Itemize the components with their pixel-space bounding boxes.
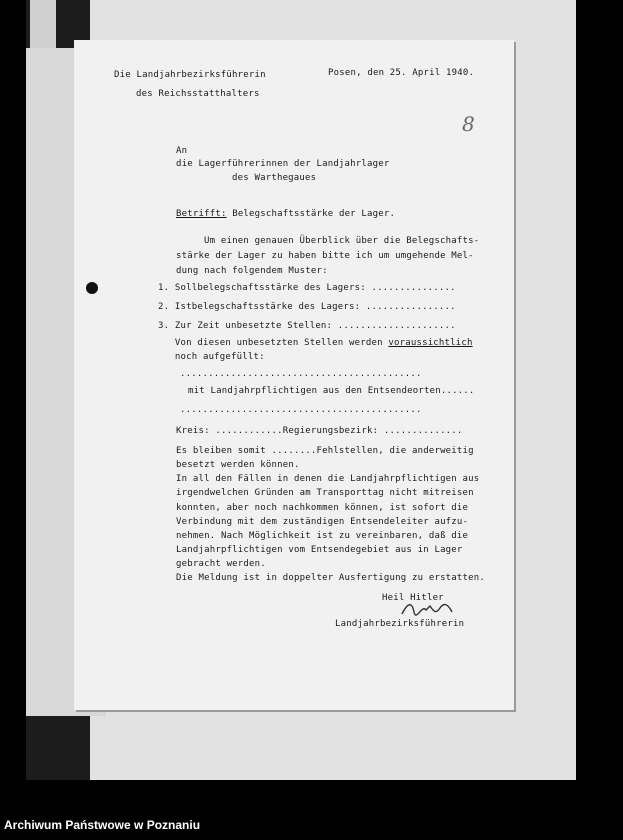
subject-text: Belegschaftsstärke der Lager. — [226, 209, 396, 219]
page-number: 8 — [462, 112, 475, 136]
dotted-line-1: ........................................... — [180, 369, 422, 379]
item-1: 1. Sollbelegschaftsstärke des Lagers: ............... — [158, 283, 456, 293]
body-line-2: stärke der Lager zu haben bitte ich um umgehende Mel- — [176, 251, 474, 261]
closing-line-4: irgendwelchen Gründen am Transporttag nicht mitreisen — [176, 488, 474, 498]
closing-line-7: nehmen. Nach Möglichkeit ist zu vereinbaren, daß die — [176, 531, 469, 541]
closing-line-1: Es bleiben somit ........Fehlstellen, die anderweitig — [176, 446, 474, 456]
archive-footer — [0, 812, 623, 840]
subject — [176, 209, 395, 219]
landjahr-line: mit Landjahrpflichtigen aus den Entsendeorten...... — [188, 386, 475, 396]
signoff: Heil Hitler — [382, 593, 444, 603]
kreis-line: Kreis: ............Regierungsbezirk: .............. — [176, 426, 463, 436]
place-date: Posen, den 25. April 1940. — [328, 68, 475, 78]
closing-line-2: besetzt werden können. — [176, 460, 300, 470]
closing-line-3: In all den Fällen in denen die Landjahrpflichtigen aus — [176, 474, 480, 484]
closing-line-9: gebracht werden. — [176, 559, 266, 569]
item-5: noch aufgefüllt: — [158, 352, 265, 362]
item-3: 3. Zur Zeit unbesetzte Stellen: ..................... — [158, 321, 456, 331]
sender-line-1: Die Landjahrbezirksführerin — [114, 70, 266, 80]
sender-line-2: des Reichsstatthalters — [136, 89, 260, 99]
unbesetzt-text: Von diesen unbesetzten Stellen werden — [158, 338, 389, 348]
closing-line-5: konnten, aber noch nachkommen können, ist sofort die — [176, 503, 469, 513]
recipient-line-1: An — [176, 146, 188, 156]
item-4 — [158, 338, 473, 348]
body-line-3: dung nach folgendem Muster: — [176, 266, 328, 276]
dotted-line-2: ........................................... — [180, 405, 422, 415]
closing-line-8: Landjahrpflichtigen vom Entsendegebiet aus in Lager — [176, 545, 463, 555]
closing-line-6: Verbindung mit dem zuständigen Entsendeleiter aufzu- — [176, 517, 469, 527]
voraussichtlich-text: voraussichtlich — [388, 338, 473, 348]
recipient-line-2: die Lagerführerinnen der Landjahrlager — [176, 159, 390, 169]
subject-label: Betrifft: — [176, 209, 227, 219]
item-2: 2. Istbelegschaftsstärke des Lagers: ................ — [158, 302, 456, 312]
signature-title: Landjahrbezirksführerin — [335, 619, 465, 629]
body-line-1: Um einen genauen Überblick über die Belegschafts- — [204, 236, 480, 246]
closing-line-10: Die Meldung ist in doppelter Ausfertigung zu erstatten. — [176, 573, 486, 583]
recipient-line-3: des Warthegaues — [232, 173, 317, 183]
archive-name: Archiwum Państwowe w Poznaniu — [4, 818, 201, 832]
signature-icon — [400, 598, 456, 620]
